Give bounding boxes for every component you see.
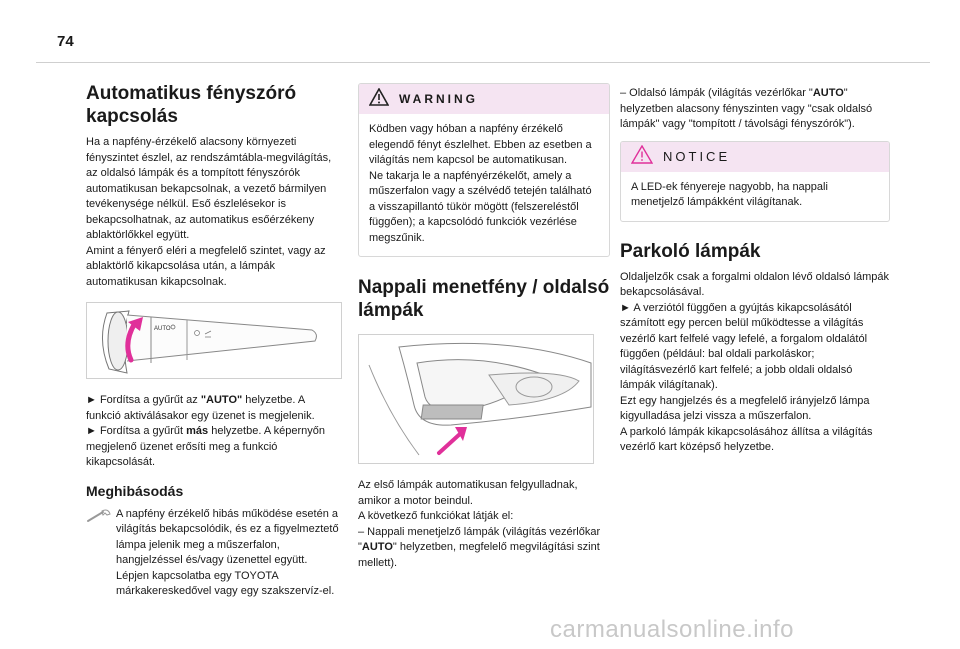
step-auto-off: ► Fordítsa a gyűrűt más helyzetbe. A képernyőn megjelenő üzenet erősíti meg a funkció kikapcsolását. — [86, 425, 325, 468]
warning-text: Ködben vagy hóban a napfény érzékelő elegendő fényt észlelhet. Ebben az esetben a világítás nem kapcsol be automatikusan. Ne takarja le a napfényérzékelőt, amely a műszerfalon vagy a szélvédő tetején található a visszapillantó tükör mögött (felszereléstől függően); a kapcsolódó funkciók vezérlése megszűnik. — [369, 123, 592, 244]
warning-box — [358, 83, 610, 257]
warning-title: WARNING — [399, 92, 478, 106]
section-heading-parking-lamps: Parkoló lámpák — [620, 240, 761, 262]
notice-header — [621, 142, 889, 172]
column-auto-headlamps — [86, 80, 340, 600]
fault-text: A napfény érzékelő hibás működése esetén a világítás bekapcsolódik, és ez a figyelmeztető lámpa jelenik meg a műszerfalon, hangjelzéssel és/vagy üzenettel együtt. Lépjen kapcsolatba egy TOYOTA márkakereskedővel vagy egy szakszervíz-el. — [116, 507, 339, 597]
section-heading-auto-headlamps: Automatikus fényszóró kapcsolás — [86, 83, 297, 127]
column-parking-lamps — [620, 86, 890, 456]
daytime-lamps-item: – Nappali menetjelző lámpák (világítás vezérlőkar "AUTO" helyzetben, megfelelő megvilágítási szint mellett). — [358, 525, 601, 569]
light-stalk-illustration — [87, 303, 341, 378]
header-rule — [36, 62, 930, 63]
notice-body — [621, 172, 889, 221]
step-auto-on: ► Fordítsa a gyűrűt az "AUTO" helyzetbe. A funkció aktiválásakor egy üzenet is megjelenik. — [86, 394, 315, 422]
auto-headlamps-intro: Ha a napfény-érzékelő alacsony környezeti fényszintet észlel, az rendszámtábla-megvilágítás, az oldalsó lámpák és a tompított fényszórók automatikusan bekapcsolnak, a vezető bármilyen tevékenysége nélkül. Eső észlelésekor is bekapcsolhatnak, az automatikus esőérzékeny ablaktörlőkkel együtt. Amint a fényerő eléri a megfelelő szintet, vagy az ablaktörlő kikapcsolása után, a lámpák automatikusan kikapcsolnak. — [86, 136, 332, 288]
notice-title: NOTICE — [663, 149, 731, 164]
fault-row — [86, 507, 340, 600]
column-daytime-lamps — [358, 83, 610, 571]
notice-text: A LED-ek fényereje nagyobb, ha nappali menetjelző lámpákként világítanak. — [631, 180, 828, 208]
headlamp-illustration — [359, 335, 593, 463]
stalk-label-auto: AUTO — [154, 326, 171, 332]
parking-lamps-text: Oldaljelzők csak a forgalmi oldalon lévő oldalsó lámpák bekapcsolásával. ► A verziótól függően a gyújtás kikapcsolásától számított egy percen belül működtesse a világítás vezérlő kart felfelé vagy lefelé, a forgalom oldalától függően (például: bal oldali parkoláskor; világításvezérlő kart felfelé; a jobb oldali oldalsó lámpák világítanak). Ezt egy hangjelzés és a megfelelő irányjelző lámpa kigyulladása jelzi vissza a műszerfalon. A parkoló lámpák kikapcsolásához állítsa a világítás vezérlő kart középső helyzetbe. — [620, 270, 890, 453]
notice-triangle-icon — [631, 145, 653, 169]
headlamp-figure — [358, 334, 594, 464]
section-heading-daytime-lamps: Nappali menetfény / oldalsó lámpák — [358, 277, 610, 321]
warning-header — [359, 84, 609, 114]
warning-body — [359, 114, 609, 256]
fault-heading: Meghibásodás — [86, 482, 184, 499]
warning-triangle-icon — [369, 88, 389, 111]
wrench-icon — [86, 507, 116, 600]
page-number: 74 — [57, 33, 74, 50]
light-stalk-figure — [86, 302, 342, 379]
side-lamps-item: – Oldalsó lámpák (világítás vezérlőkar "AUTO" helyzetben alacsony fényszinten vagy "csak oldalsó lámpák" vagy "tompított / távolsági fényszórók"). — [620, 87, 873, 130]
daytime-lamps-text: Az első lámpák automatikusan felgyulladnak, amikor a motor beindul. A következő funkciókat látják el: — [358, 479, 578, 522]
notice-box — [620, 141, 890, 222]
watermark: carmanualsonline.info — [550, 616, 794, 643]
